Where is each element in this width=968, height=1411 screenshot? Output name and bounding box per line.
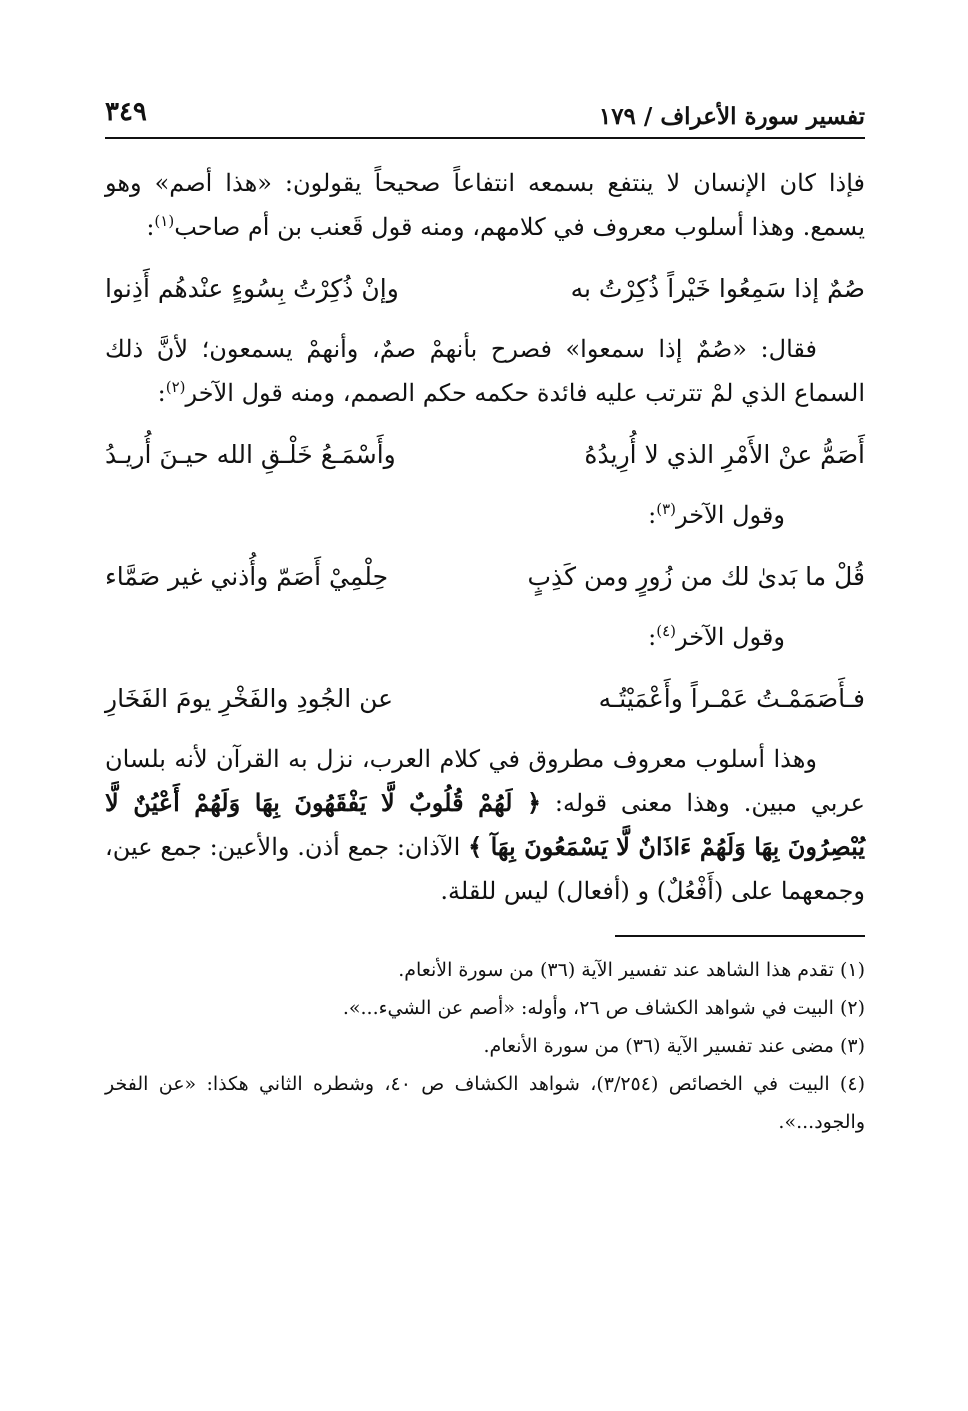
paragraph-1 — [105, 161, 865, 249]
paragraph-2-text: فقال: «صُمٌ إذا سمعوا» فصرح بأنهمْ صمٌ، وأنهمْ يسمعون؛ لأنَّ ذلك السماع الذي لمْ تترتب عليه فائدة حكمه حكم الصمم، ومنه قول الآخر — [105, 335, 865, 407]
verse-3-intro — [105, 493, 865, 537]
footnote-number: (١) — [839, 959, 865, 981]
running-title: تفسير سورة الأعراف / ١٧٩ — [598, 103, 865, 130]
footnote-text: البيت في الخصائص (٣/٢٥٤)، شواهد الكشاف ص ٤٠، وشطره الثاني هكذا: «عن الفخر والجود...». — [105, 1073, 865, 1133]
paragraph-2 — [105, 327, 865, 415]
footnote-3 — [105, 1027, 865, 1065]
footnote-number: (٤) — [839, 1073, 865, 1095]
verse-3-intro-text: وقول الآخر — [676, 501, 785, 529]
footnote-1 — [105, 951, 865, 989]
paragraph-3-text-a: وهذا أسلوب معروف مطروق في كلام العرب، نزل به القرآن لأنه بلسان عربي مبين. وهذا معنى قوله: — [105, 745, 866, 817]
book-page — [105, 95, 865, 1375]
page-number: ٣٤٩ — [105, 97, 147, 127]
footnote-ref-3: (٣) — [656, 500, 677, 518]
footnote-number: (٢) — [839, 997, 865, 1019]
paragraph-1-text: فإذا كان الإنسان لا ينتفع بسمعه انتفاعاً صحيحاً يقولون: «هذا أصم» وهو يسمع. وهذا أسلوب معروف في كلامهم، ومنه قول قَعنب بن أم صاحب — [105, 169, 865, 241]
verse-3-second-hemistich: حِلْمِيْ أَصَمّ وأُذني غير صَمَّاء — [105, 562, 389, 591]
verse-3 — [105, 555, 865, 599]
verse-1-first-hemistich: صُمٌ إذا سَمِعُوا خَيْراً ذُكِرْتُ به — [570, 274, 865, 303]
footnote-ref-4: (٤) — [656, 622, 677, 640]
footnotes — [105, 951, 865, 1141]
verse-4-intro-text: وقول الآخر — [676, 623, 785, 651]
verse-3-first-hemistich: قُلْ ما بَدىٰ لك من زُورٍ ومن كَذِبٍ — [527, 562, 865, 591]
footnote-text: البيت في شواهد الكشاف ص ٢٦، وأوله: «أصم عن الشيء...». — [342, 997, 834, 1019]
paragraph-2-colon: : — [157, 379, 166, 407]
verse-2-first-hemistich: أَصَمُّ عنْ الأَمْرِ الذي لا أُرِيدُهُ — [584, 440, 865, 469]
verse-1 — [105, 267, 865, 311]
footnote-ref-2: (٢) — [165, 378, 186, 396]
verse-4-intro-colon: : — [648, 623, 657, 651]
footnote-4 — [105, 1065, 865, 1141]
quran-verse: ﴿ لَهُمْ قُلُوبٌ لَّا يَفْقَهُونَ بِهَا وَلَهُمْ أَعْيُنٌ لَّا يُبْصِرُونَ بِهَا وَلَهُمْ ءَاذَانٌ لَّا يَسْمَعُونَ بِهَآ ﴾ — [105, 788, 865, 861]
paragraph-3-text-b: الآذان: جمع أذن. والأعين: جمع عين، وجمعهما على (أَفْعُلٌ) و (أفعال) ليس للقلة. — [105, 833, 865, 905]
paragraph-3 — [105, 737, 865, 913]
page-header — [105, 95, 865, 139]
verse-4-intro — [105, 615, 865, 659]
footnote-2 — [105, 989, 865, 1027]
verse-4-second-hemistich: عن الجُودِ والفَخْرِ يومَ الفَخَارِ — [105, 684, 394, 713]
footnote-divider — [615, 935, 865, 937]
footnote-number: (٣) — [839, 1035, 865, 1057]
verse-3-intro-colon: : — [648, 501, 657, 529]
verse-2 — [105, 433, 865, 477]
verse-4 — [105, 677, 865, 721]
footnote-ref-1: (١) — [154, 212, 175, 230]
footnote-text: تقدم هذا الشاهد عند تفسير الآية (٣٦) من سورة الأنعام. — [398, 959, 834, 981]
verse-4-first-hemistich: فـأَصَمَمْـتُ عَمْـراً وأَعْمَيْتُـه — [598, 684, 865, 713]
footnote-text: مضى عند تفسير الآية (٣٦) من سورة الأنعام. — [483, 1035, 834, 1057]
paragraph-1-colon: : — [146, 213, 155, 241]
verse-1-second-hemistich: وإنْ ذُكِرْتُ بِسُوءٍ عنْدهُم أَذِنوا — [105, 274, 399, 303]
verse-2-second-hemistich: وأَسْمَـعُ خَلْـقِ الله حيـنَ أُريـدُ — [105, 440, 396, 469]
